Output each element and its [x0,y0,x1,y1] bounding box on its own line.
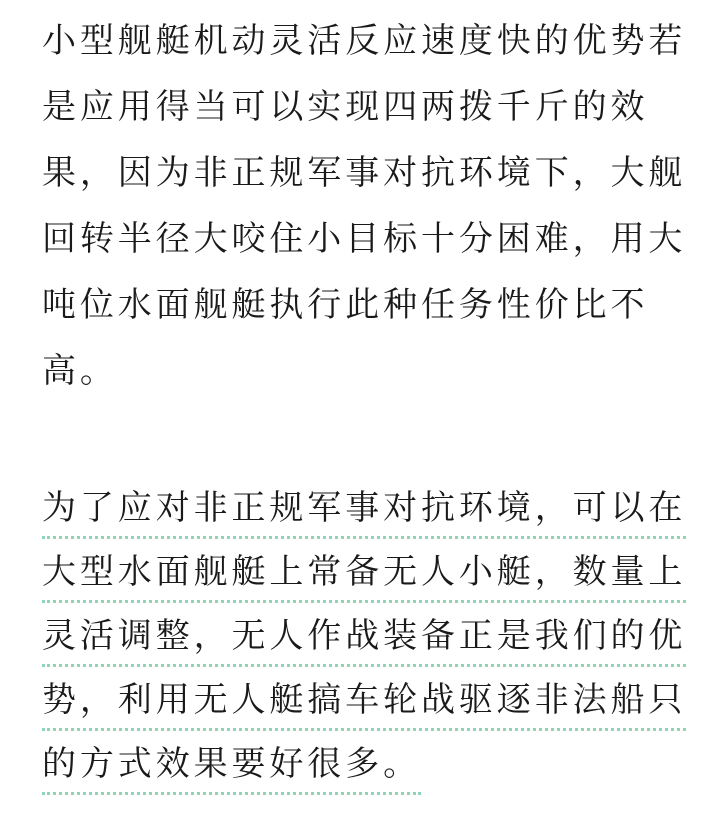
underlined-line[interactable] [42,542,687,606]
underlined-text: 的方式效果要好很多。 [42,744,421,795]
underlined-line[interactable] [42,478,687,542]
text-line: 小型舰艇机动灵活反应速度快的优势若 [42,21,687,61]
underlined-line[interactable] [42,606,687,670]
underlined-line[interactable] [42,734,680,798]
text-line: 吨位水面舰艇执行此种任务性价比不 [42,285,649,325]
text-line: 果，因为非正规军事对抗环境下，大舰 [42,153,687,193]
text-line: 回转半径大咬住小目标十分困难，用大 [42,219,687,259]
underlined-text: 为了应对非正规军事对抗环境，可以在 [42,488,686,539]
underlined-text: 势，利用无人艇搞车轮战驱逐非法船只 [42,680,686,731]
paragraph-underlined[interactable] [42,478,687,798]
text-line: 是应用得当可以实现四两拨千斤的效 [42,87,649,127]
underlined-text: 大型水面舰艇上常备无人小艇，数量上 [42,552,686,603]
text-line: 高。 [42,351,118,391]
underlined-text: 灵活调整，无人作战装备正是我们的优 [42,616,686,667]
paragraph-unmarked [42,8,687,404]
underlined-line[interactable] [42,670,687,734]
